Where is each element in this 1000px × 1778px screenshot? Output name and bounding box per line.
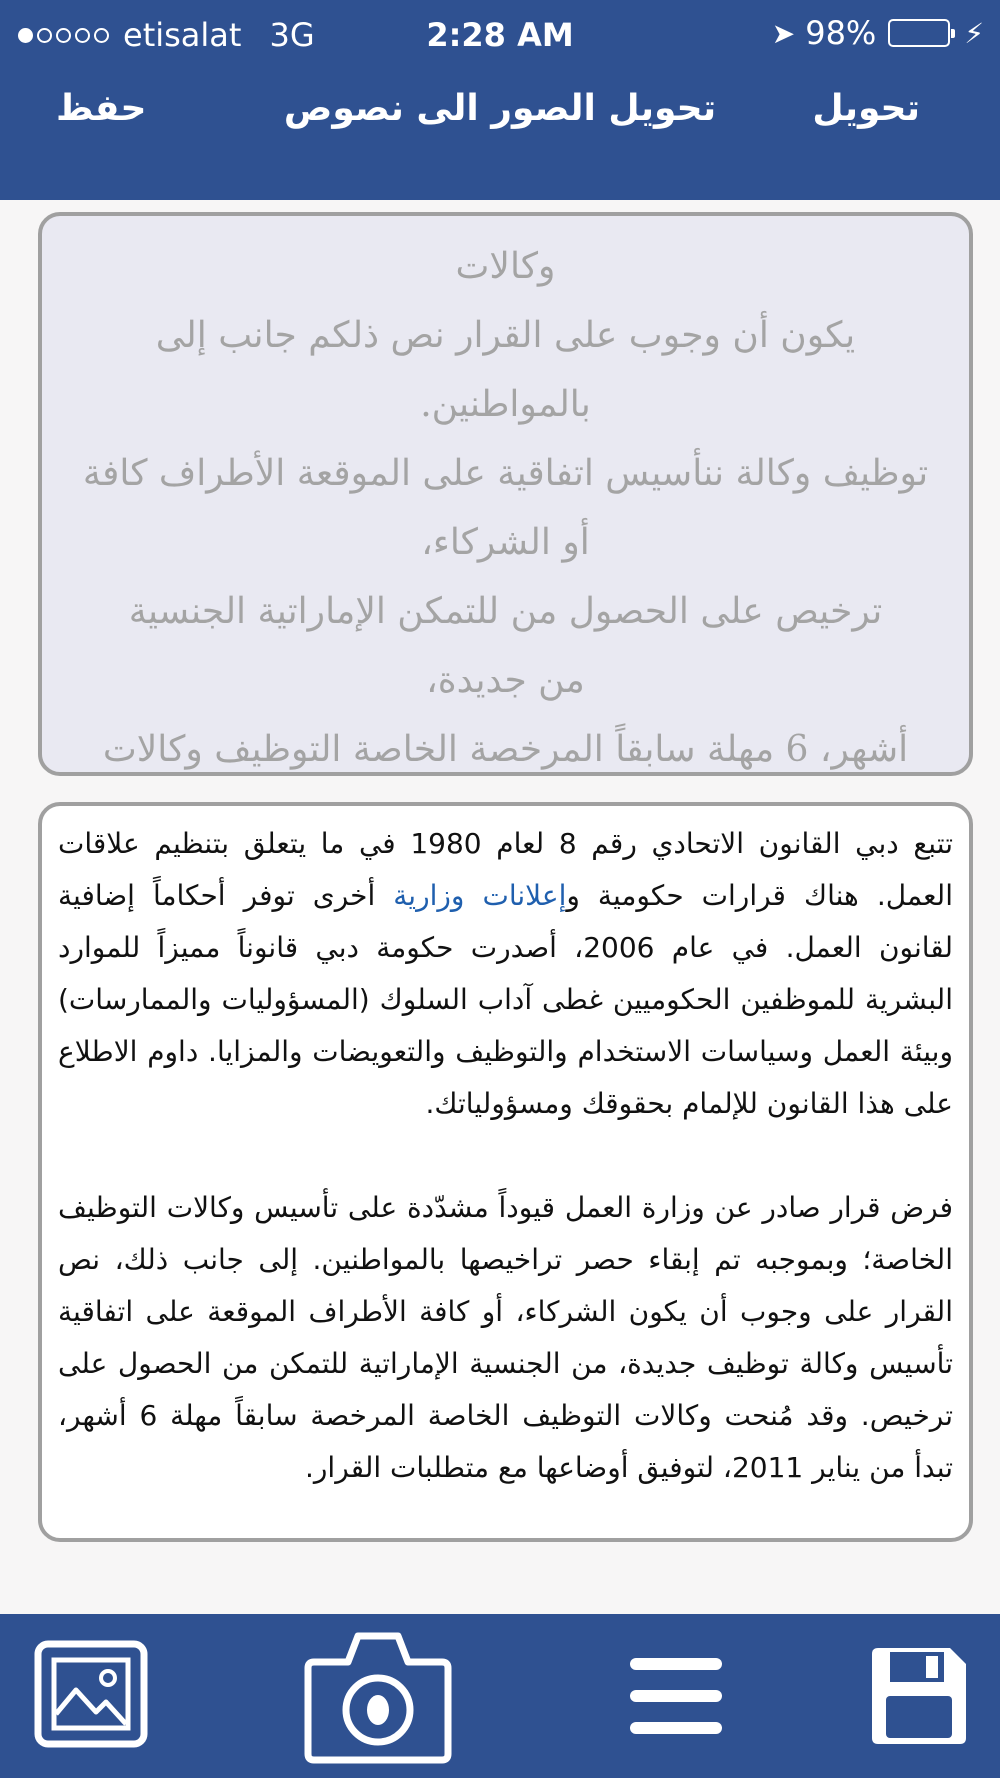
image-text-line: من جديدة،: [426, 660, 585, 701]
image-text-line: بالمواطنين.: [420, 384, 591, 425]
image-text-line: توظيف وكالة ننأسيس اتفاقية على الموقعة الأطراف كافة: [82, 453, 929, 494]
save-nav-button[interactable]: حفظ: [56, 88, 147, 129]
image-text-line: ترخيص على الحصول من للتمكن الإماراتية الجنسية: [128, 591, 883, 632]
ocr-result-textview[interactable]: [38, 802, 973, 1542]
ocr-paragraph: فرض قرار صادر عن وزارة العمل قيوداً مشدّدة على تأسيس وكالات التوظيف الخاصة؛ وبموجبه تم إبقاء حصر تراخيصها بالمواطنين. إلى جانب ذلك، نص القرار على وجوب أن يكون الشركاء، أو كافة الأطراف الموقعة على اتفاقية تأسيس وكالة توظيف جديدة، من الجنسية الإماراتية للتمكن من الحصول على ترخيص. وقد مُنحت وكالات التوظيف الخاصة المرخصة سابقاً مهلة 6 أشهر، تبدأ من يناير 2011، لتوفيق أوضاعها مع متطلبات القرار.: [58, 1191, 953, 1484]
status-bar: [0, 0, 1000, 72]
page-title: تحويل الصور الى نصوص: [283, 88, 717, 129]
battery-percent: 98%: [805, 14, 877, 52]
image-preview-text: [42, 216, 969, 776]
network-type: 3G: [269, 16, 315, 54]
image-text-line: أشهر، 6 مهلة سابقاً المرخصة الخاصة التوظيف وكالات: [102, 729, 909, 770]
image-text-line: يكون أن وجوب على القرار نص ذلكم جانب إلى: [155, 315, 856, 356]
battery-icon: [888, 19, 950, 47]
status-time: 2:28 AM: [426, 16, 574, 54]
image-preview-panel[interactable]: [38, 212, 973, 776]
camera-icon[interactable]: [304, 1626, 452, 1766]
ministerial-announcements-link[interactable]: إعلانات وزارية: [393, 879, 567, 912]
bottom-toolbar: [0, 1614, 1000, 1778]
image-text-line: وكالات: [455, 246, 556, 287]
image-text-line: أو الشركاء،: [421, 522, 590, 563]
ocr-paragraph: [58, 818, 953, 1130]
ocr-result-text: [42, 806, 969, 1494]
carrier-name: etisalat: [123, 16, 242, 54]
ocr-text-span: تتبع دبي القانون الاتحادي رقم 8 لعام 1980 في ما يتعلق بتنظيم علاقات العمل. هناك قرارات حكومية و: [58, 827, 953, 912]
location-arrow-icon: ➤: [771, 16, 796, 50]
ocr-text-span: أخرى توفر أحكاماً إضافية لقانون العمل. في عام 2006، أصدرت حكومة دبي قانوناً مميزاً للموارد البشرية للموظفين الحكوميين غطى آداب السلوك (المسؤوليات والممارسات) وبيئة العمل وسياسات الاستخدام والتوظيف والتعويضات والمزايا. داوم الاطلاع على هذا القانون للإلمام بحقوقك ومسؤولياتك.: [58, 879, 953, 1120]
top-bar: [0, 0, 1000, 200]
status-right: [772, 14, 984, 52]
gallery-icon[interactable]: [34, 1640, 148, 1748]
menu-icon[interactable]: [628, 1654, 724, 1738]
save-icon[interactable]: [868, 1644, 970, 1748]
charging-bolt-icon: ⚡: [964, 16, 984, 50]
convert-nav-button[interactable]: تحويل: [812, 88, 920, 129]
